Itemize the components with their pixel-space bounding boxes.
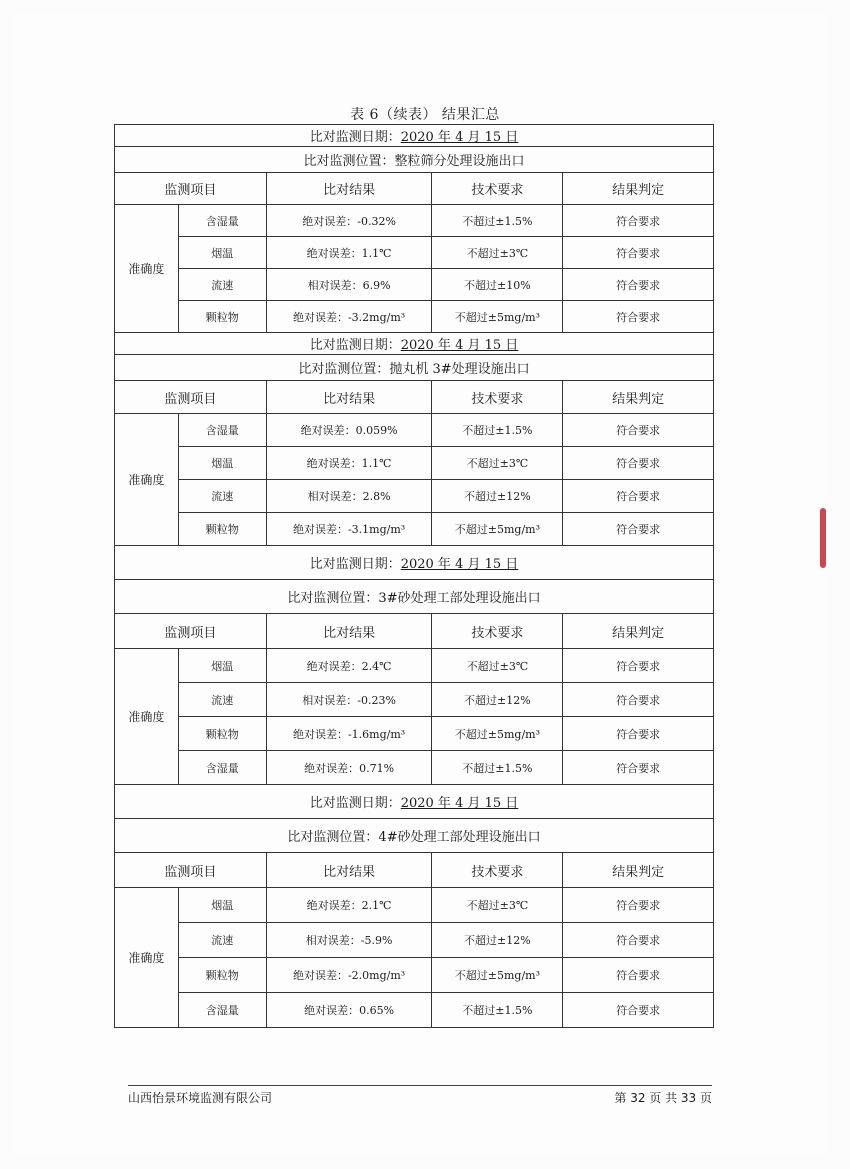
item-column-header: 监测项目 [115,381,267,414]
judgment-cell: 符合要求 [563,480,714,513]
location-row [115,147,714,173]
requirement-cell: 不超过±1.5% [432,414,563,447]
result-cell: 绝对误差：0.059% [266,414,432,447]
item-cell: 颗粒物 [178,717,266,751]
judgment-cell: 符合要求 [563,958,714,993]
result-cell: 绝对误差：2.1℃ [266,888,432,923]
date-label: 比对监测日期： [309,130,401,145]
result-cell: 绝对误差：-3.2mg/m³ [266,301,432,333]
item-cell: 含湿量 [178,205,266,237]
judgment-cell: 符合要求 [563,237,714,269]
judgment-column-header: 结果判定 [563,173,714,205]
company-name: 山西怡景环境监测有限公司 [128,1091,273,1105]
location-label: 比对监测位置： [287,830,379,845]
results-summary-table [114,124,714,1028]
judgment-cell: 符合要求 [563,205,714,237]
location-row [115,819,714,853]
requirement-cell: 不超过±5mg/m³ [432,717,563,751]
date-row [115,785,714,819]
result-column-header: 比对结果 [266,381,432,414]
result-cell: 绝对误差：-3.1mg/m³ [266,513,432,546]
item-cell: 流速 [178,269,266,301]
result-column-header: 比对结果 [266,173,432,205]
judgment-column-header: 结果判定 [563,614,714,649]
result-cell: 绝对误差：2.4℃ [266,649,432,683]
requirement-column-header: 技术要求 [432,381,563,414]
date-cell [115,546,714,580]
header-row [115,853,714,888]
judgment-cell: 符合要求 [563,923,714,958]
requirement-cell: 不超过±5mg/m³ [432,513,563,546]
result-cell: 绝对误差：-2.0mg/m³ [266,958,432,993]
accuracy-label: 准确度 [115,649,179,785]
item-cell: 含湿量 [178,751,266,785]
result-cell: 相对误差：2.8% [266,480,432,513]
date-value: 2020 年 4 月 15 日 [400,557,519,572]
requirement-cell: 不超过±3℃ [432,888,563,923]
red-mark [820,508,826,568]
location-value: 4#砂处理工部处理设施出口 [378,830,541,845]
date-label: 比对监测日期： [309,338,401,353]
item-column-header: 监测项目 [115,614,267,649]
table-row [115,301,714,333]
requirement-cell: 不超过±5mg/m³ [432,958,563,993]
item-cell: 流速 [178,480,266,513]
requirement-column-header: 技术要求 [432,853,563,888]
judgment-cell: 符合要求 [563,993,714,1028]
requirement-cell: 不超过±1.5% [432,751,563,785]
location-cell [115,355,714,381]
header-row [115,381,714,414]
judgment-cell: 符合要求 [563,751,714,785]
judgment-cell: 符合要求 [563,447,714,480]
table-row [115,751,714,785]
date-cell [115,125,714,147]
table-row [115,513,714,546]
date-label: 比对监测日期： [309,796,401,811]
item-cell: 烟温 [178,447,266,480]
location-value: 抛丸机 3#处理设施出口 [389,362,530,377]
result-cell: 绝对误差：1.1℃ [266,447,432,480]
item-cell: 烟温 [178,888,266,923]
date-row [115,125,714,147]
result-cell: 相对误差：-0.23% [266,683,432,717]
location-cell [115,580,714,614]
location-row [115,355,714,381]
requirement-column-header: 技术要求 [432,614,563,649]
requirement-cell: 不超过±12% [432,480,563,513]
location-cell [115,819,714,853]
requirement-column-header: 技术要求 [432,173,563,205]
location-label: 比对监测位置： [287,591,379,606]
judgment-cell: 符合要求 [563,269,714,301]
requirement-cell: 不超过±5mg/m³ [432,301,563,333]
requirement-cell: 不超过±3℃ [432,237,563,269]
item-cell: 烟温 [178,237,266,269]
table-row [115,923,714,958]
requirement-cell: 不超过±12% [432,923,563,958]
judgment-column-header: 结果判定 [563,853,714,888]
location-value: 整粒筛分处理设施出口 [394,154,525,169]
location-value: 3#砂处理工部处理设施出口 [378,591,541,606]
location-label: 比对监测位置： [303,154,395,169]
result-cell: 相对误差：-5.9% [266,923,432,958]
page-number: 第 32 页 共 33 页 [614,1091,712,1105]
location-cell [115,147,714,173]
table-row [115,269,714,301]
item-column-header: 监测项目 [115,853,267,888]
item-cell: 烟温 [178,649,266,683]
accuracy-label: 准确度 [115,414,179,546]
date-cell [115,785,714,819]
table-title: 表 6（续表） 结果汇总 [350,107,500,123]
item-cell: 含湿量 [178,993,266,1028]
requirement-cell: 不超过±1.5% [432,205,563,237]
date-label: 比对监测日期： [309,557,401,572]
requirement-cell: 不超过±3℃ [432,447,563,480]
result-cell: 绝对误差：-0.32% [266,205,432,237]
table-row [115,205,714,237]
location-label: 比对监测位置： [298,362,390,377]
item-column-header: 监测项目 [115,173,267,205]
table-row [115,683,714,717]
result-cell: 绝对误差：1.1℃ [266,237,432,269]
date-row [115,546,714,580]
table-row [115,993,714,1028]
item-cell: 颗粒物 [178,301,266,333]
result-cell: 绝对误差：0.65% [266,993,432,1028]
location-row [115,580,714,614]
judgment-cell: 符合要求 [563,649,714,683]
header-row [115,614,714,649]
table-row [115,649,714,683]
judgment-cell: 符合要求 [563,683,714,717]
table-row [115,888,714,923]
accuracy-label: 准确度 [115,205,179,333]
item-cell: 流速 [178,923,266,958]
date-cell [115,333,714,355]
table-row [115,447,714,480]
requirement-cell: 不超过±1.5% [432,993,563,1028]
judgment-cell: 符合要求 [563,717,714,751]
judgment-cell: 符合要求 [563,888,714,923]
table-row [115,958,714,993]
item-cell: 含湿量 [178,414,266,447]
requirement-cell: 不超过±10% [432,269,563,301]
judgment-cell: 符合要求 [563,301,714,333]
result-cell: 相对误差：6.9% [266,269,432,301]
accuracy-label: 准确度 [115,888,179,1028]
date-value: 2020 年 4 月 15 日 [400,130,519,145]
table-row [115,414,714,447]
table-row [115,717,714,751]
item-cell: 流速 [178,683,266,717]
judgment-cell: 符合要求 [563,513,714,546]
result-cell: 绝对误差：0.71% [266,751,432,785]
table-row [115,480,714,513]
result-column-header: 比对结果 [266,614,432,649]
table-row [115,237,714,269]
item-cell: 颗粒物 [178,513,266,546]
judgment-column-header: 结果判定 [563,381,714,414]
date-value: 2020 年 4 月 15 日 [400,796,519,811]
requirement-cell: 不超过±12% [432,683,563,717]
date-row [115,333,714,355]
item-cell: 颗粒物 [178,958,266,993]
page-footer [128,1085,712,1106]
judgment-cell: 符合要求 [563,414,714,447]
result-column-header: 比对结果 [266,853,432,888]
header-row [115,173,714,205]
result-cell: 绝对误差：-1.6mg/m³ [266,717,432,751]
date-value: 2020 年 4 月 15 日 [400,338,519,353]
requirement-cell: 不超过±3℃ [432,649,563,683]
